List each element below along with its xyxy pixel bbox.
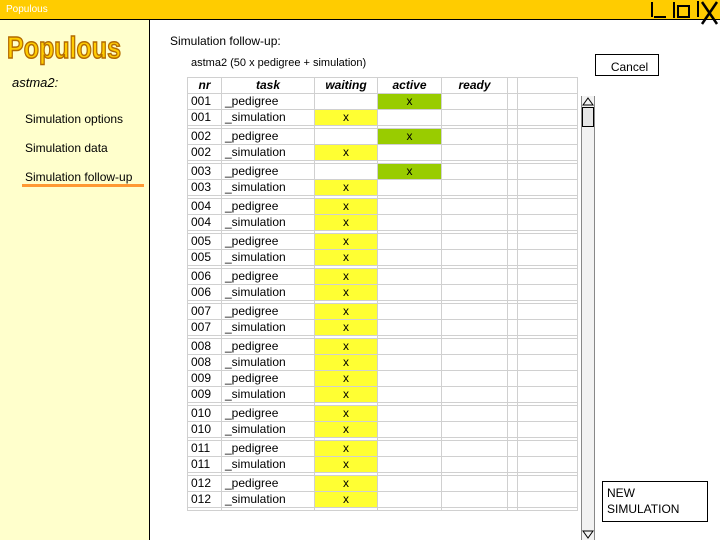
cell-waiting: x xyxy=(315,422,378,438)
cell-task: _pedigree xyxy=(222,476,315,492)
cell-task: _pedigree xyxy=(222,441,315,457)
cell-task: _simulation xyxy=(222,355,315,371)
cell-ready xyxy=(442,441,508,457)
table-row xyxy=(188,110,578,126)
table-row xyxy=(188,492,578,508)
cell-active xyxy=(378,422,442,438)
cell-spacer xyxy=(508,457,518,473)
cell-extra xyxy=(518,94,578,110)
cell-extra xyxy=(518,457,578,473)
cell-ready xyxy=(442,285,508,301)
cell-nr: 012 xyxy=(188,492,222,508)
cell-ready xyxy=(442,145,508,161)
cell-extra xyxy=(518,476,578,492)
cell-spacer xyxy=(508,215,518,231)
cell-ready xyxy=(442,269,508,285)
cell-waiting: x xyxy=(315,304,378,320)
cell-spacer xyxy=(508,304,518,320)
cell-active: x xyxy=(378,164,442,180)
separator-cell xyxy=(442,508,508,511)
cell-extra xyxy=(518,129,578,145)
header-active: active xyxy=(378,78,442,94)
cell-extra xyxy=(518,339,578,355)
cell-extra xyxy=(518,492,578,508)
cell-waiting: x xyxy=(315,339,378,355)
cell-active xyxy=(378,110,442,126)
cell-spacer xyxy=(508,387,518,403)
cell-spacer xyxy=(508,164,518,180)
cell-spacer xyxy=(508,129,518,145)
cell-waiting: x xyxy=(315,269,378,285)
cell-active xyxy=(378,457,442,473)
cell-ready xyxy=(442,110,508,126)
cell-extra xyxy=(518,234,578,250)
cell-nr: 009 xyxy=(188,387,222,403)
cell-waiting: x xyxy=(315,285,378,301)
cell-active xyxy=(378,180,442,196)
table-row xyxy=(188,234,578,250)
cell-active xyxy=(378,339,442,355)
minimize-icon[interactable] xyxy=(648,1,668,24)
cell-task: _pedigree xyxy=(222,94,315,110)
header-extra xyxy=(518,78,578,94)
cell-extra xyxy=(518,387,578,403)
header-waiting: waiting xyxy=(315,78,378,94)
separator-cell xyxy=(315,508,378,511)
table-row xyxy=(188,406,578,422)
group-separator xyxy=(188,508,578,511)
title-bar xyxy=(0,0,720,20)
cell-active: x xyxy=(378,129,442,145)
cell-active xyxy=(378,250,442,266)
cell-waiting: x xyxy=(315,387,378,403)
cell-nr: 007 xyxy=(188,304,222,320)
table-row xyxy=(188,441,578,457)
separator-cell xyxy=(188,508,222,511)
cell-ready xyxy=(442,476,508,492)
follow-up-table-container xyxy=(187,77,587,540)
cell-nr: 008 xyxy=(188,339,222,355)
cell-nr: 003 xyxy=(188,164,222,180)
cell-extra xyxy=(518,285,578,301)
cell-spacer xyxy=(508,355,518,371)
cell-active: x xyxy=(378,94,442,110)
cell-waiting: x xyxy=(315,441,378,457)
cell-task: _pedigree xyxy=(222,129,315,145)
table-row xyxy=(188,304,578,320)
simulation-subtitle: astma2 (50 x pedigree + simulation) xyxy=(191,57,367,69)
cell-active xyxy=(378,320,442,336)
cell-task: _pedigree xyxy=(222,406,315,422)
table-row xyxy=(188,285,578,301)
table-row xyxy=(188,129,578,145)
cell-spacer xyxy=(508,320,518,336)
cell-waiting: x xyxy=(315,199,378,215)
separator-cell xyxy=(378,508,442,511)
cell-waiting: x xyxy=(315,492,378,508)
new-simulation-button[interactable]: NEW SIMULATION xyxy=(602,481,708,522)
cell-nr: 002 xyxy=(188,145,222,161)
cell-nr: 005 xyxy=(188,250,222,266)
cell-active xyxy=(378,145,442,161)
cell-extra xyxy=(518,371,578,387)
selected-nav-indicator xyxy=(22,184,144,187)
cell-ready xyxy=(442,164,508,180)
table-row xyxy=(188,387,578,403)
separator-cell xyxy=(222,508,315,511)
cell-nr: 004 xyxy=(188,215,222,231)
nav-simulation-data[interactable]: Simulation data xyxy=(25,141,108,155)
cell-extra xyxy=(518,355,578,371)
cell-task: _simulation xyxy=(222,422,315,438)
cell-extra xyxy=(518,441,578,457)
table-row xyxy=(188,371,578,387)
cell-extra xyxy=(518,250,578,266)
cell-ready xyxy=(442,234,508,250)
cell-ready xyxy=(442,339,508,355)
cell-waiting: x xyxy=(315,234,378,250)
cell-ready xyxy=(442,422,508,438)
cell-task: _pedigree xyxy=(222,164,315,180)
table-row xyxy=(188,355,578,371)
cell-ready xyxy=(442,250,508,266)
cell-spacer xyxy=(508,110,518,126)
cell-spacer xyxy=(508,441,518,457)
cell-ready xyxy=(442,304,508,320)
cell-waiting: x xyxy=(315,371,378,387)
table-row xyxy=(188,180,578,196)
cell-task: _simulation xyxy=(222,215,315,231)
table-row xyxy=(188,320,578,336)
cell-active xyxy=(378,285,442,301)
logo-text: Populous xyxy=(7,30,121,65)
cell-nr: 002 xyxy=(188,129,222,145)
cell-task: _simulation xyxy=(222,250,315,266)
cell-task: _simulation xyxy=(222,457,315,473)
cell-ready xyxy=(442,387,508,403)
cell-extra xyxy=(518,215,578,231)
cell-extra xyxy=(518,145,578,161)
cell-active xyxy=(378,355,442,371)
cell-ready xyxy=(442,406,508,422)
cell-nr: 011 xyxy=(188,441,222,457)
cell-spacer xyxy=(508,492,518,508)
cell-extra xyxy=(518,164,578,180)
cell-waiting: x xyxy=(315,110,378,126)
cell-extra xyxy=(518,110,578,126)
cell-task: _simulation xyxy=(222,320,315,336)
cell-nr: 001 xyxy=(188,110,222,126)
cell-waiting xyxy=(315,129,378,145)
cell-spacer xyxy=(508,371,518,387)
sidebar xyxy=(0,20,150,540)
cell-extra xyxy=(518,269,578,285)
maximize-icon[interactable] xyxy=(672,1,694,24)
cell-nr: 007 xyxy=(188,320,222,336)
nav-simulation-follow-up[interactable]: Simulation follow-up xyxy=(25,170,133,184)
cell-waiting: x xyxy=(315,215,378,231)
cell-task: _pedigree xyxy=(222,234,315,250)
cell-nr: 003 xyxy=(188,180,222,196)
cell-waiting xyxy=(315,164,378,180)
cell-active xyxy=(378,304,442,320)
scroll-down-icon[interactable] xyxy=(582,530,594,539)
cell-nr: 011 xyxy=(188,457,222,473)
cell-task: _simulation xyxy=(222,387,315,403)
cell-spacer xyxy=(508,269,518,285)
sidebar-title: astma2: xyxy=(12,75,59,90)
cell-task: _simulation xyxy=(222,285,315,301)
cell-ready xyxy=(442,180,508,196)
table-scrollbar[interactable] xyxy=(581,96,595,540)
header-nr: nr xyxy=(188,78,222,94)
cell-ready xyxy=(442,199,508,215)
cell-active xyxy=(378,476,442,492)
cell-waiting: x xyxy=(315,320,378,336)
cell-ready xyxy=(442,457,508,473)
scroll-up-icon[interactable] xyxy=(582,97,594,106)
cell-task: _pedigree xyxy=(222,339,315,355)
cell-waiting: x xyxy=(315,355,378,371)
follow-up-table xyxy=(187,77,578,511)
cell-ready xyxy=(442,320,508,336)
table-row xyxy=(188,476,578,492)
app-title: Populous xyxy=(6,4,48,15)
table-row xyxy=(188,94,578,110)
cell-waiting: x xyxy=(315,406,378,422)
cell-ready xyxy=(442,355,508,371)
cell-spacer xyxy=(508,199,518,215)
header-task: task xyxy=(222,78,315,94)
cell-nr: 001 xyxy=(188,94,222,110)
cell-spacer xyxy=(508,145,518,161)
cell-waiting xyxy=(315,94,378,110)
cell-waiting: x xyxy=(315,476,378,492)
cell-extra xyxy=(518,304,578,320)
table-row xyxy=(188,145,578,161)
cell-waiting: x xyxy=(315,250,378,266)
cell-active xyxy=(378,441,442,457)
cell-extra xyxy=(518,199,578,215)
cell-extra xyxy=(518,320,578,336)
cell-nr: 012 xyxy=(188,476,222,492)
table-row xyxy=(188,269,578,285)
close-icon[interactable] xyxy=(696,0,720,31)
cell-spacer xyxy=(508,476,518,492)
cell-ready xyxy=(442,129,508,145)
cell-active xyxy=(378,492,442,508)
cell-active xyxy=(378,371,442,387)
nav-simulation-options[interactable]: Simulation options xyxy=(25,112,124,126)
page-title: Simulation follow-up: xyxy=(170,34,281,48)
cell-task: _simulation xyxy=(222,110,315,126)
cell-active xyxy=(378,269,442,285)
table-row xyxy=(188,339,578,355)
cell-spacer xyxy=(508,406,518,422)
cell-task: _pedigree xyxy=(222,269,315,285)
table-row xyxy=(188,250,578,266)
cell-active xyxy=(378,215,442,231)
table-row xyxy=(188,457,578,473)
cell-spacer xyxy=(508,180,518,196)
cell-nr: 004 xyxy=(188,199,222,215)
cell-spacer xyxy=(508,339,518,355)
cell-task: _pedigree xyxy=(222,304,315,320)
cell-spacer xyxy=(508,234,518,250)
cell-spacer xyxy=(508,250,518,266)
cell-task: _simulation xyxy=(222,180,315,196)
populous-logo xyxy=(5,26,123,66)
cell-waiting: x xyxy=(315,457,378,473)
cell-active xyxy=(378,387,442,403)
cell-waiting: x xyxy=(315,145,378,161)
table-row xyxy=(188,422,578,438)
cell-active xyxy=(378,234,442,250)
cell-nr: 006 xyxy=(188,285,222,301)
cancel-button[interactable]: Cancel xyxy=(595,54,659,76)
cell-nr: 010 xyxy=(188,406,222,422)
cell-nr: 008 xyxy=(188,355,222,371)
cell-ready xyxy=(442,94,508,110)
cell-waiting: x xyxy=(315,180,378,196)
table-header-row xyxy=(188,78,578,94)
scroll-thumb[interactable] xyxy=(582,107,594,127)
cell-ready xyxy=(442,215,508,231)
cell-extra xyxy=(518,406,578,422)
cell-active xyxy=(378,199,442,215)
cell-task: _pedigree xyxy=(222,199,315,215)
header-spacer xyxy=(508,78,518,94)
separator-cell xyxy=(508,508,518,511)
cell-nr: 005 xyxy=(188,234,222,250)
cell-spacer xyxy=(508,285,518,301)
cell-task: _simulation xyxy=(222,145,315,161)
cell-extra xyxy=(518,422,578,438)
cell-nr: 009 xyxy=(188,371,222,387)
cell-extra xyxy=(518,180,578,196)
cell-nr: 006 xyxy=(188,269,222,285)
table-row xyxy=(188,199,578,215)
header-ready: ready xyxy=(442,78,508,94)
cell-spacer xyxy=(508,422,518,438)
cell-active xyxy=(378,406,442,422)
cell-ready xyxy=(442,492,508,508)
cell-spacer xyxy=(508,94,518,110)
cell-ready xyxy=(442,371,508,387)
cell-task: _simulation xyxy=(222,492,315,508)
cell-nr: 010 xyxy=(188,422,222,438)
cell-task: _pedigree xyxy=(222,371,315,387)
table-row xyxy=(188,215,578,231)
table-row xyxy=(188,164,578,180)
separator-cell xyxy=(518,508,578,511)
